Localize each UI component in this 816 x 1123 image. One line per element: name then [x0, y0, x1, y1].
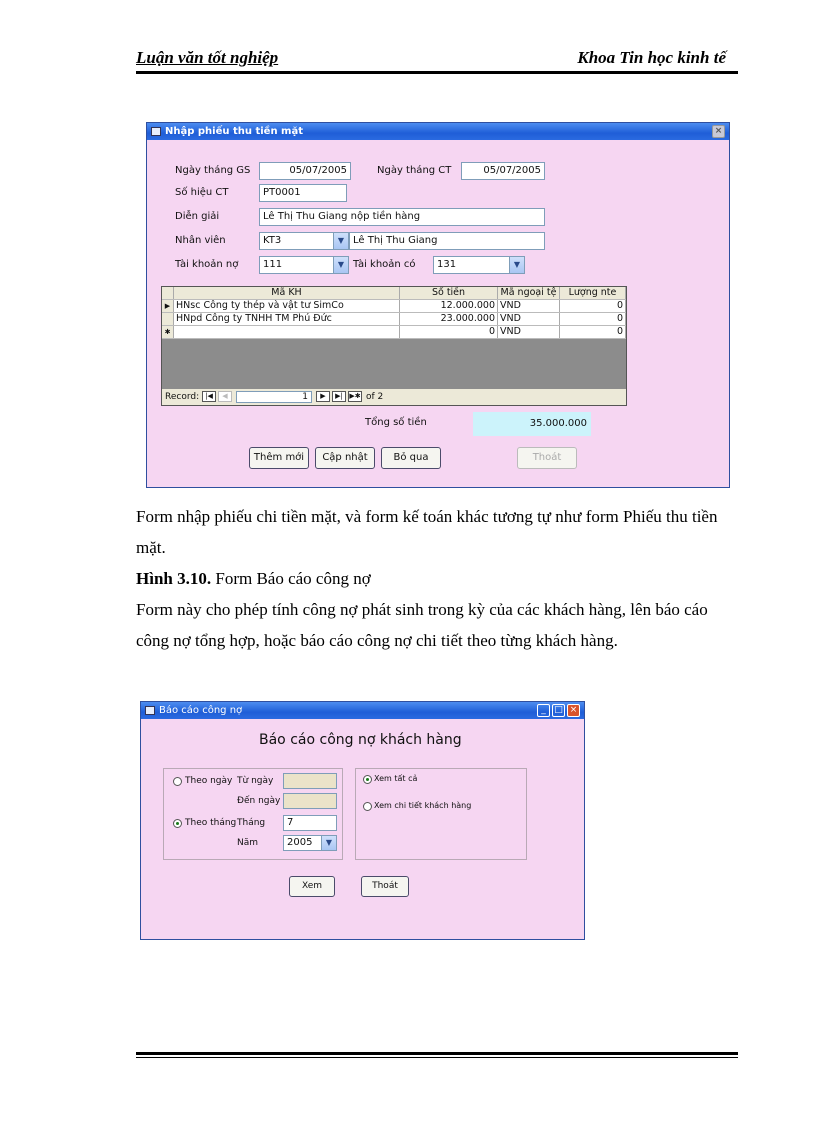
- nam-label: Năm: [237, 838, 259, 848]
- tk-no-value: 111: [263, 259, 283, 270]
- grid-header-row: [162, 287, 626, 300]
- header-rule: [136, 71, 738, 74]
- last-record-icon[interactable]: ▶|: [332, 391, 346, 402]
- maximize-icon[interactable]: □: [552, 704, 565, 717]
- nhan-vien-code: KT3: [263, 235, 282, 246]
- detail-grid: [161, 286, 627, 406]
- theo-thang-label[interactable]: Theo tháng: [185, 818, 237, 828]
- form-bao-cao-window: [140, 701, 585, 940]
- paragraph-1: Form nhập phiếu chi tiền mặt, và form kế toán khác tương tự như form Phiếu thu tiền mặt.: [136, 507, 718, 557]
- theo-ngay-label[interactable]: Theo ngày: [185, 776, 233, 786]
- den-ngay-field[interactable]: [283, 793, 337, 809]
- form-icon: [145, 706, 155, 715]
- ngay-ct-field[interactable]: 05/07/2005: [461, 162, 545, 180]
- record-of: of 2: [366, 392, 384, 402]
- xem-tat-ca-label[interactable]: Xem tất cả: [374, 774, 418, 783]
- figure-label: Hình 3.10.: [136, 569, 212, 588]
- form-phieu-thu-title: Nhập phiếu thu tiền mặt: [165, 126, 304, 137]
- table-row-new[interactable]: [162, 326, 626, 339]
- xem-tat-ca-radio[interactable]: [363, 775, 372, 784]
- thoat-button[interactable]: Thoát: [517, 447, 577, 469]
- nhan-vien-label: Nhân viên: [175, 235, 226, 246]
- cell-ma-kh[interactable]: HNsc Công ty thép và vật tư SimCo: [174, 300, 400, 312]
- thoat-button[interactable]: Thoát: [361, 876, 409, 897]
- footer-rule: [136, 1052, 738, 1055]
- form-phieu-thu-window: [146, 122, 730, 488]
- tk-no-label: Tài khoản nợ: [175, 259, 239, 270]
- new-record-icon[interactable]: ▶✱: [349, 392, 361, 400]
- chevron-down-icon[interactable]: ▼: [321, 836, 336, 850]
- xem-chi-tiet-radio[interactable]: [363, 802, 372, 811]
- so-hieu-label: Số hiệu CT: [175, 187, 229, 198]
- close-icon[interactable]: ×: [712, 125, 725, 138]
- current-row-icon: ▶: [162, 300, 174, 312]
- form-bao-cao-titlebar: [141, 702, 584, 719]
- nam-value: 2005: [287, 837, 313, 848]
- close-icon[interactable]: ×: [567, 704, 580, 717]
- table-row[interactable]: [162, 300, 626, 313]
- thang-label: Tháng: [237, 818, 266, 828]
- figure-caption: [136, 563, 736, 594]
- cap-nhat-button[interactable]: Cập nhật: [315, 447, 375, 469]
- tk-no-select[interactable]: [259, 256, 349, 274]
- grid-header-ma-ngoai-te[interactable]: Mã ngoại tệ: [498, 287, 560, 299]
- cell-so-tien[interactable]: 0: [400, 326, 498, 338]
- tong-so-tien-label: Tổng số tiền: [365, 417, 427, 428]
- paragraph-2: Form này cho phép tính công nợ phát sinh trong kỳ của các khách hàng, lên báo cáo công nợ tổng hợp, hoặc báo cáo công nợ chi tiết theo từng khách hàng.: [136, 600, 708, 650]
- cell-so-tien[interactable]: 12.000.000: [400, 300, 498, 312]
- prev-record-icon[interactable]: ◀: [218, 391, 232, 402]
- form-bao-cao-title: Báo cáo công nợ: [159, 705, 243, 716]
- tk-co-label: Tài khoản có: [353, 259, 416, 270]
- cell-luong-nte[interactable]: 0: [560, 300, 626, 312]
- nam-select[interactable]: [283, 835, 337, 851]
- cell-luong-nte[interactable]: 0: [560, 326, 626, 338]
- grid-header-ma-kh[interactable]: Mã KH: [174, 287, 400, 299]
- minimize-icon[interactable]: _: [537, 704, 550, 717]
- tk-co-value: 131: [437, 259, 457, 270]
- record-number-field[interactable]: 1: [236, 391, 312, 403]
- theo-ngay-radio[interactable]: [173, 777, 182, 786]
- xem-chi-tiet-label[interactable]: Xem chi tiết khách hàng: [374, 801, 472, 810]
- chevron-down-icon[interactable]: ▼: [333, 257, 348, 273]
- figure-text: Form Báo cáo công nợ: [211, 569, 371, 588]
- dien-giai-field[interactable]: Lê Thị Thu Giang nộp tiền hàng: [259, 208, 545, 226]
- chevron-down-icon[interactable]: ▼: [509, 257, 524, 273]
- nhan-vien-name-field: Lê Thị Thu Giang: [349, 232, 545, 250]
- chevron-down-icon[interactable]: ▼: [333, 233, 348, 249]
- grid-header-luong-nte[interactable]: Lượng nte: [560, 287, 626, 299]
- grid-header-so-tien[interactable]: Số tiền: [400, 287, 498, 299]
- cell-ma-kh[interactable]: HNpd Công ty TNHH TM Phú Đức: [174, 313, 400, 325]
- thang-field[interactable]: 7: [283, 815, 337, 831]
- first-record-icon[interactable]: |◀: [202, 391, 216, 402]
- tu-ngay-field[interactable]: [283, 773, 337, 789]
- cell-ma-ngoai-te[interactable]: VND: [498, 300, 560, 312]
- them-moi-button[interactable]: Thêm mới: [249, 447, 309, 469]
- header-left: Luận văn tốt nghiệp: [136, 48, 279, 67]
- tu-ngay-label: Từ ngày: [237, 776, 274, 786]
- table-row[interactable]: [162, 313, 626, 326]
- dien-giai-label: Diễn giải: [175, 211, 220, 222]
- grid-corner: [162, 287, 174, 299]
- new-row-icon: ✱: [162, 326, 174, 338]
- cell-so-tien[interactable]: 23.000.000: [400, 313, 498, 325]
- form-phieu-thu-titlebar: [147, 123, 729, 140]
- next-record-icon[interactable]: ▶: [316, 391, 330, 402]
- nhan-vien-select[interactable]: [259, 232, 349, 250]
- row-selector: [162, 313, 174, 325]
- report-heading: Báo cáo công nợ khách hàng: [259, 732, 462, 748]
- bo-qua-button[interactable]: Bỏ qua: [381, 447, 441, 469]
- record-navigator: [162, 389, 626, 405]
- cell-ma-ngoai-te[interactable]: VND: [498, 313, 560, 325]
- form-icon: [151, 127, 161, 136]
- ngay-gs-field[interactable]: 05/07/2005: [259, 162, 351, 180]
- so-hieu-field[interactable]: PT0001: [259, 184, 347, 202]
- record-label: Record:: [165, 392, 200, 402]
- ngay-ct-label: Ngày tháng CT: [377, 165, 452, 176]
- cell-ma-ngoai-te[interactable]: VND: [498, 326, 560, 338]
- den-ngay-label: Đến ngày: [237, 796, 281, 806]
- tk-co-select[interactable]: [433, 256, 525, 274]
- header-right: Khoa Tin học kinh tế: [577, 48, 726, 67]
- ngay-gs-label: Ngày tháng GS: [175, 165, 251, 176]
- cell-ma-kh[interactable]: [174, 326, 400, 338]
- theo-thang-radio[interactable]: [173, 819, 182, 828]
- footer-rule-thin: [136, 1057, 738, 1058]
- cell-luong-nte[interactable]: 0: [560, 313, 626, 325]
- xem-button[interactable]: Xem: [289, 876, 335, 897]
- tong-so-tien-field: 35.000.000: [473, 412, 591, 436]
